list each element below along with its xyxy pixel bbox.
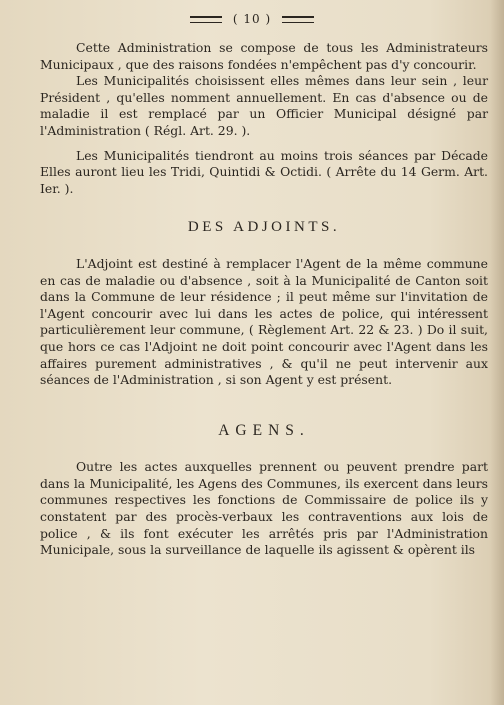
page-content: [40, 40, 488, 559]
paragraph-administration: Cette Administration se compose de tous les Administrateurs Municipaux , que des raisons fondées n'empêchent pas d'y concourir.: [40, 40, 488, 72]
page-header: [0, 12, 504, 26]
heading-agens: AGENS.: [218, 421, 310, 439]
paragraph-president: Les Municipalités choisissent elles mêmes dans leur sein , leur Président , qu'elles nomment annuellement. En cas d'absence ou de maladie il est remplacé par un Officier Municipal désigné par l'Administration ( Régl. Art. 29. ).: [40, 73, 488, 138]
page-edge-shadow: [490, 0, 504, 705]
header-rule-right: [282, 16, 314, 23]
header-rule-left: [190, 16, 222, 23]
paragraph-adjoints: L'Adjoint est destiné à remplacer l'Agent de la même commune en cas de maladie ou d'absence , soit à la Municipalité de Canton soit dans la Commune de leur résidence ; il peut même sur l'invitation de l'Agent concourir avec lui dans les actes de police, qui intéressent particulièrement leur commune, ( Règlement Art. 22 & 23. ) Do il suit, que hors ce cas l'Adjoint ne doit point concourir avec l'Agent dans les affaires purement administratives , & qu'il ne peut intervenir aux séances de l'Administration , si son Agent y est présent.: [40, 255, 488, 388]
paragraph-agens: Outre les actes auxquelles prennent ou peuvent prendre part dans la Municipalité, les Agens des Communes, ils exercent dans leurs communes respectives les fonctions de Commissaire de police ils y constatent par des procès-verbaux les contraventions aux lois de police , & ils font exécuter les arrêtés pris par l'Administration Municipale, sous la surveillance de laquelle ils agissent & opèrent ils: [40, 459, 488, 558]
page-number: ( 10 ): [232, 12, 272, 26]
paragraph-gap: [40, 140, 488, 148]
heading-adjoints: DES ADJOINTS.: [187, 219, 341, 236]
paragraph-seances: Les Municipalités tiendront au moins trois séances par Décade Elles auront lieu les Tridi, Quintidi & Octidi. ( Arrête du 14 Germ. Art. Ier. ).: [40, 147, 488, 196]
